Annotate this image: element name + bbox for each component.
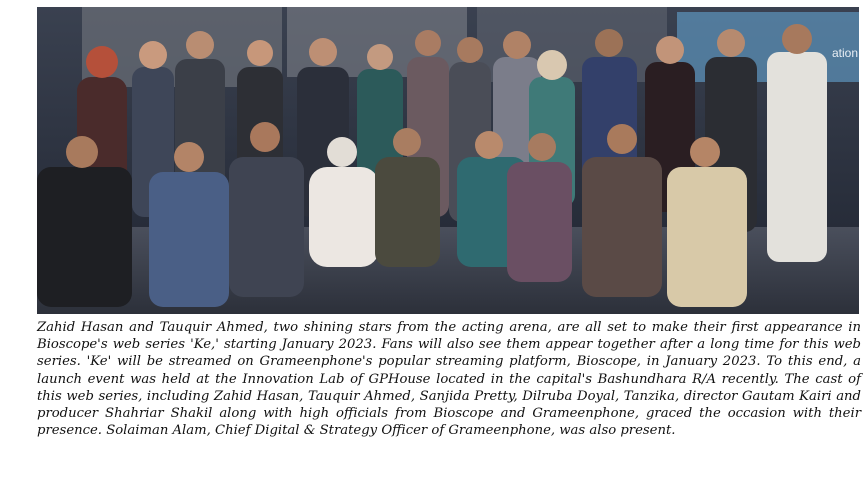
group-photo-illustration xyxy=(37,7,859,314)
photo-caption: Zahid Hasan and Tauquir Ahmed, two shining stars from the acting arena, are all set to make their first appearance in Bioscope's web series 'Ke,' starting January 2023. Fans will also see them appear together after a long time for this web series. 'Ke' will be streamed on Grameenphone's popular streaming platform, Bioscope, in January 2023. To this end, a launch event was held at the Innovation Lab of GPHouse located in the capital's Bashundhara R/A recently. The cast of this web series, including Zahid Hasan, Tauquir Ahmed, Sanjida Pretty, Dilruba Doyal, Tanzika, director Gautam Kairi and producer Shahriar Shakil along with high officials from Bioscope and Grameenphone, graced the occasion with their presence. Solaiman Alam, Chief Digital & Strategy Officer of Grameenphone, was also present. xyxy=(37,320,861,439)
wall-lettering: ation xyxy=(832,46,859,60)
group-photo xyxy=(37,7,859,314)
